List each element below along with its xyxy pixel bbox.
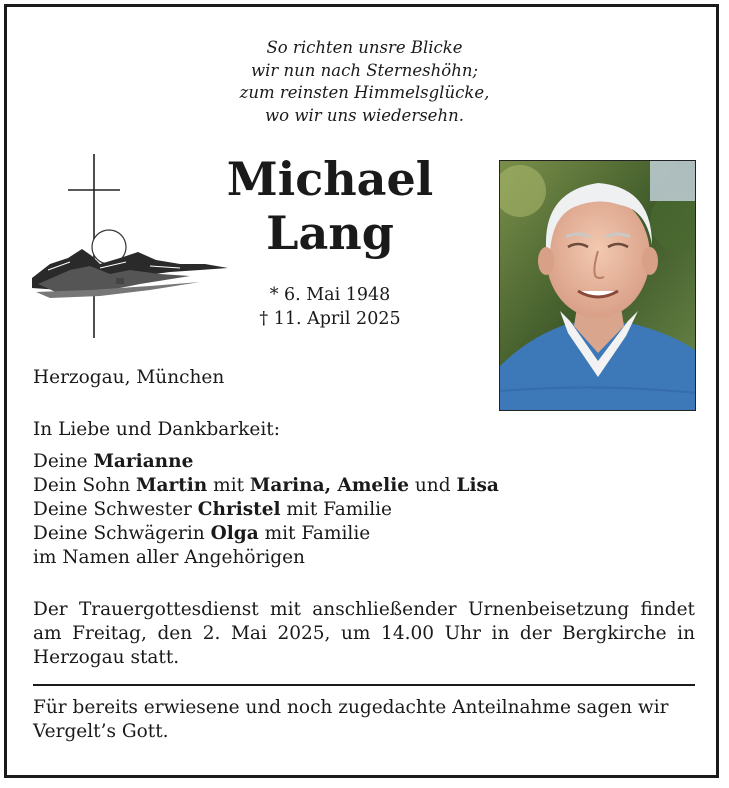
mourner-name: Olga [210, 523, 259, 544]
thanks-note: Für bereits erwiesene und noch zugedachte Anteilnahme sagen wir Vergelt’s Gott. [33, 697, 669, 742]
death-date: † 11. April 2025 [259, 309, 401, 329]
mourner-suffix: mit Familie [280, 499, 393, 520]
mourner-line [33, 474, 499, 498]
first-name: Michael [226, 152, 434, 206]
portrait-photo [499, 160, 696, 411]
portrait-illustration [500, 161, 696, 411]
mourner-relation: Deine Schwägerin [33, 523, 211, 544]
mourner-relation: Deine [33, 451, 94, 472]
poem-line: zum reinsten Himmelsglücke, [239, 83, 490, 102]
life-dates [180, 283, 480, 331]
mourner-connector: und [409, 475, 457, 496]
mourner-relation: Deine Schwester [33, 499, 198, 520]
intro-line: In Liebe und Dankbarkeit: [33, 419, 280, 440]
mourner-name: Christel [197, 499, 281, 520]
last-name: Lang [266, 206, 394, 260]
mourner-name: Martin [136, 475, 208, 496]
mourner-line [33, 450, 193, 474]
service-announcement: Der Trauergottesdienst mit anschließender Urnenbeisetzung findet am Freitag, den 2. Mai 2025, um 14.00 Uhr in der Bergkirche in Herzogau statt. [33, 599, 695, 668]
mourner-line: im Namen aller Angehörigen [33, 547, 305, 568]
mourner-suffix: mit Familie [258, 523, 371, 544]
mourner-line [33, 498, 392, 522]
mourner-relation: Dein Sohn [33, 475, 137, 496]
mourner-connector: mit [207, 475, 250, 496]
birth-date: * 6. Mai 1948 [269, 285, 391, 305]
poem-line: wir nun nach Sterneshöhn; [250, 60, 479, 80]
divider [33, 684, 695, 686]
mourner-name: Lisa [456, 475, 499, 496]
deceased-name [180, 152, 480, 260]
poem-line: wo wir uns wiedersehn. [265, 105, 464, 125]
poem-line: So richten unsre Blicke [266, 38, 463, 57]
location: Herzogau, München [33, 367, 225, 388]
mourner-name: Marianne [93, 451, 194, 472]
mourner-line [33, 522, 370, 546]
poem [0, 37, 729, 127]
mourner-name: Marina, Amelie [249, 475, 410, 496]
